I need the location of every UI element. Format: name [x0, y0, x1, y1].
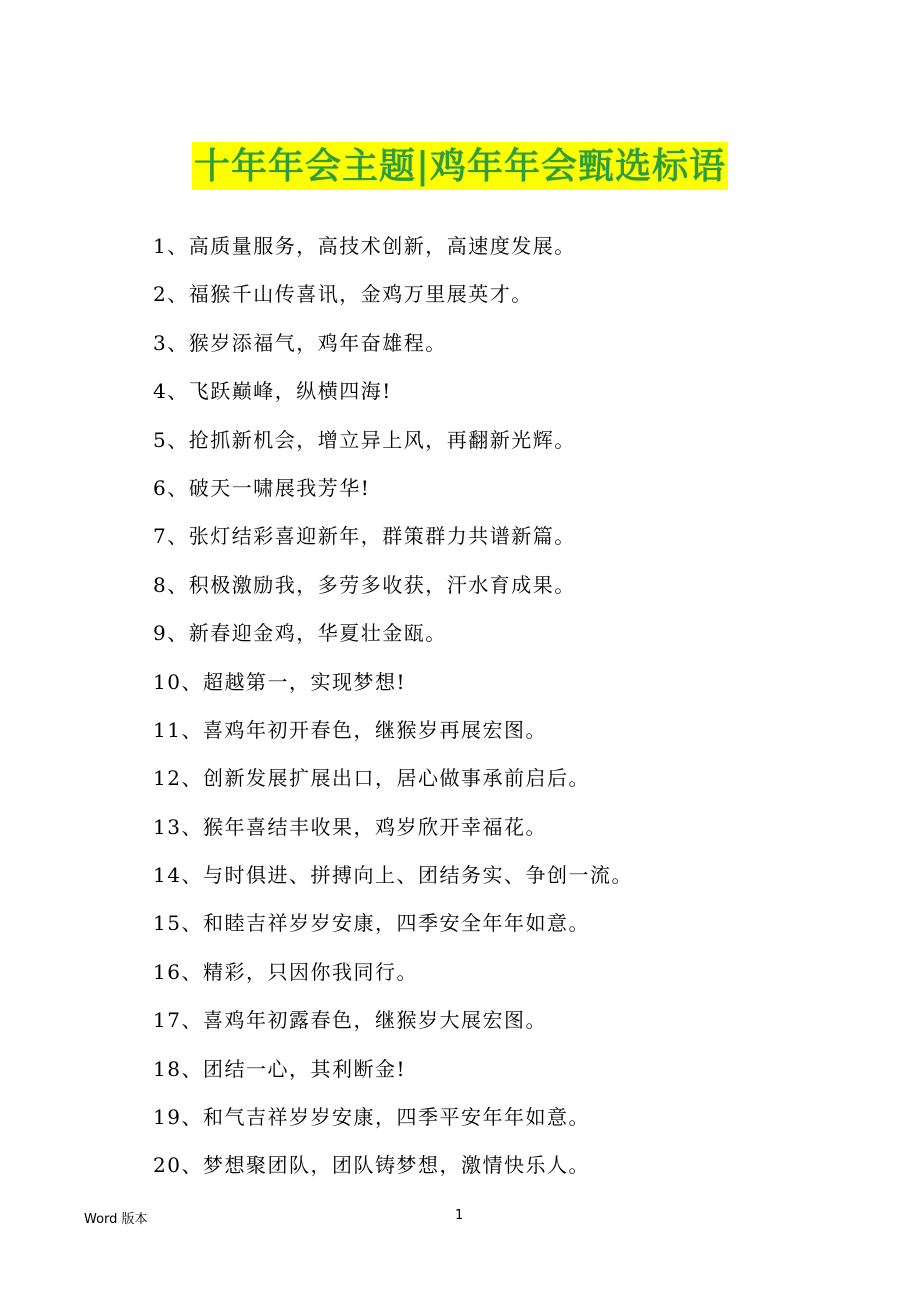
list-item: 4、飞跃巅峰，纵横四海!: [153, 379, 392, 404]
list-item: 7、张灯结彩喜迎新年，群策群力共谱新篇。: [153, 524, 576, 549]
list-item: 3、猴岁添福气，鸡年奋雄程。: [153, 330, 447, 355]
list-item: 12、创新发展扩展出口，居心做事承前启后。: [153, 766, 590, 791]
title-container: [0, 142, 920, 190]
list-item: 13、猴年喜结丰收果，鸡岁欣开幸福花。: [153, 814, 547, 839]
list-item: 18、团结一心，其利断金!: [153, 1056, 406, 1081]
list-item: 11、喜鸡年初开春色，继猴岁再展宏图。: [153, 717, 547, 742]
list-item: 1、高质量服务，高技术创新，高速度发展。: [153, 234, 576, 258]
list-item: 16、精彩，只因你我同行。: [153, 959, 418, 984]
list-item: 15、和睦吉祥岁岁安康，四季安全年年如意。: [153, 911, 590, 936]
page-number: 1: [455, 1208, 464, 1223]
list-item: 9、新春迎金鸡，华夏壮金瓯。: [153, 621, 447, 646]
list-item: 17、喜鸡年初露春色，继猴岁大展宏图。: [153, 1008, 547, 1033]
list-item: 6、破天一啸展我芳华!: [153, 475, 371, 500]
list-item: 10、超越第一，实现梦想!: [153, 669, 406, 694]
slogan-list: [153, 226, 873, 1194]
list-item: 20、梦想聚团队，团队铸梦想，激情快乐人。: [153, 1153, 590, 1178]
footer-label: Word 版本: [84, 1212, 148, 1227]
list-item: 8、积极激励我，多劳多收获，汗水育成果。: [153, 572, 576, 597]
list-item: 2、福猴千山传喜讯，金鸡万里展英才。: [153, 282, 533, 307]
document-title: 十年年会主题|鸡年年会甄选标语: [192, 142, 728, 190]
list-item: 19、和气吉祥岁岁安康，四季平安年年如意。: [153, 1105, 590, 1130]
list-item: 14、与时俱进、拼搏向上、团结务实、争创一流。: [153, 863, 633, 888]
list-item: 5、抢抓新机会，增立异上风，再翻新光辉。: [153, 427, 576, 452]
